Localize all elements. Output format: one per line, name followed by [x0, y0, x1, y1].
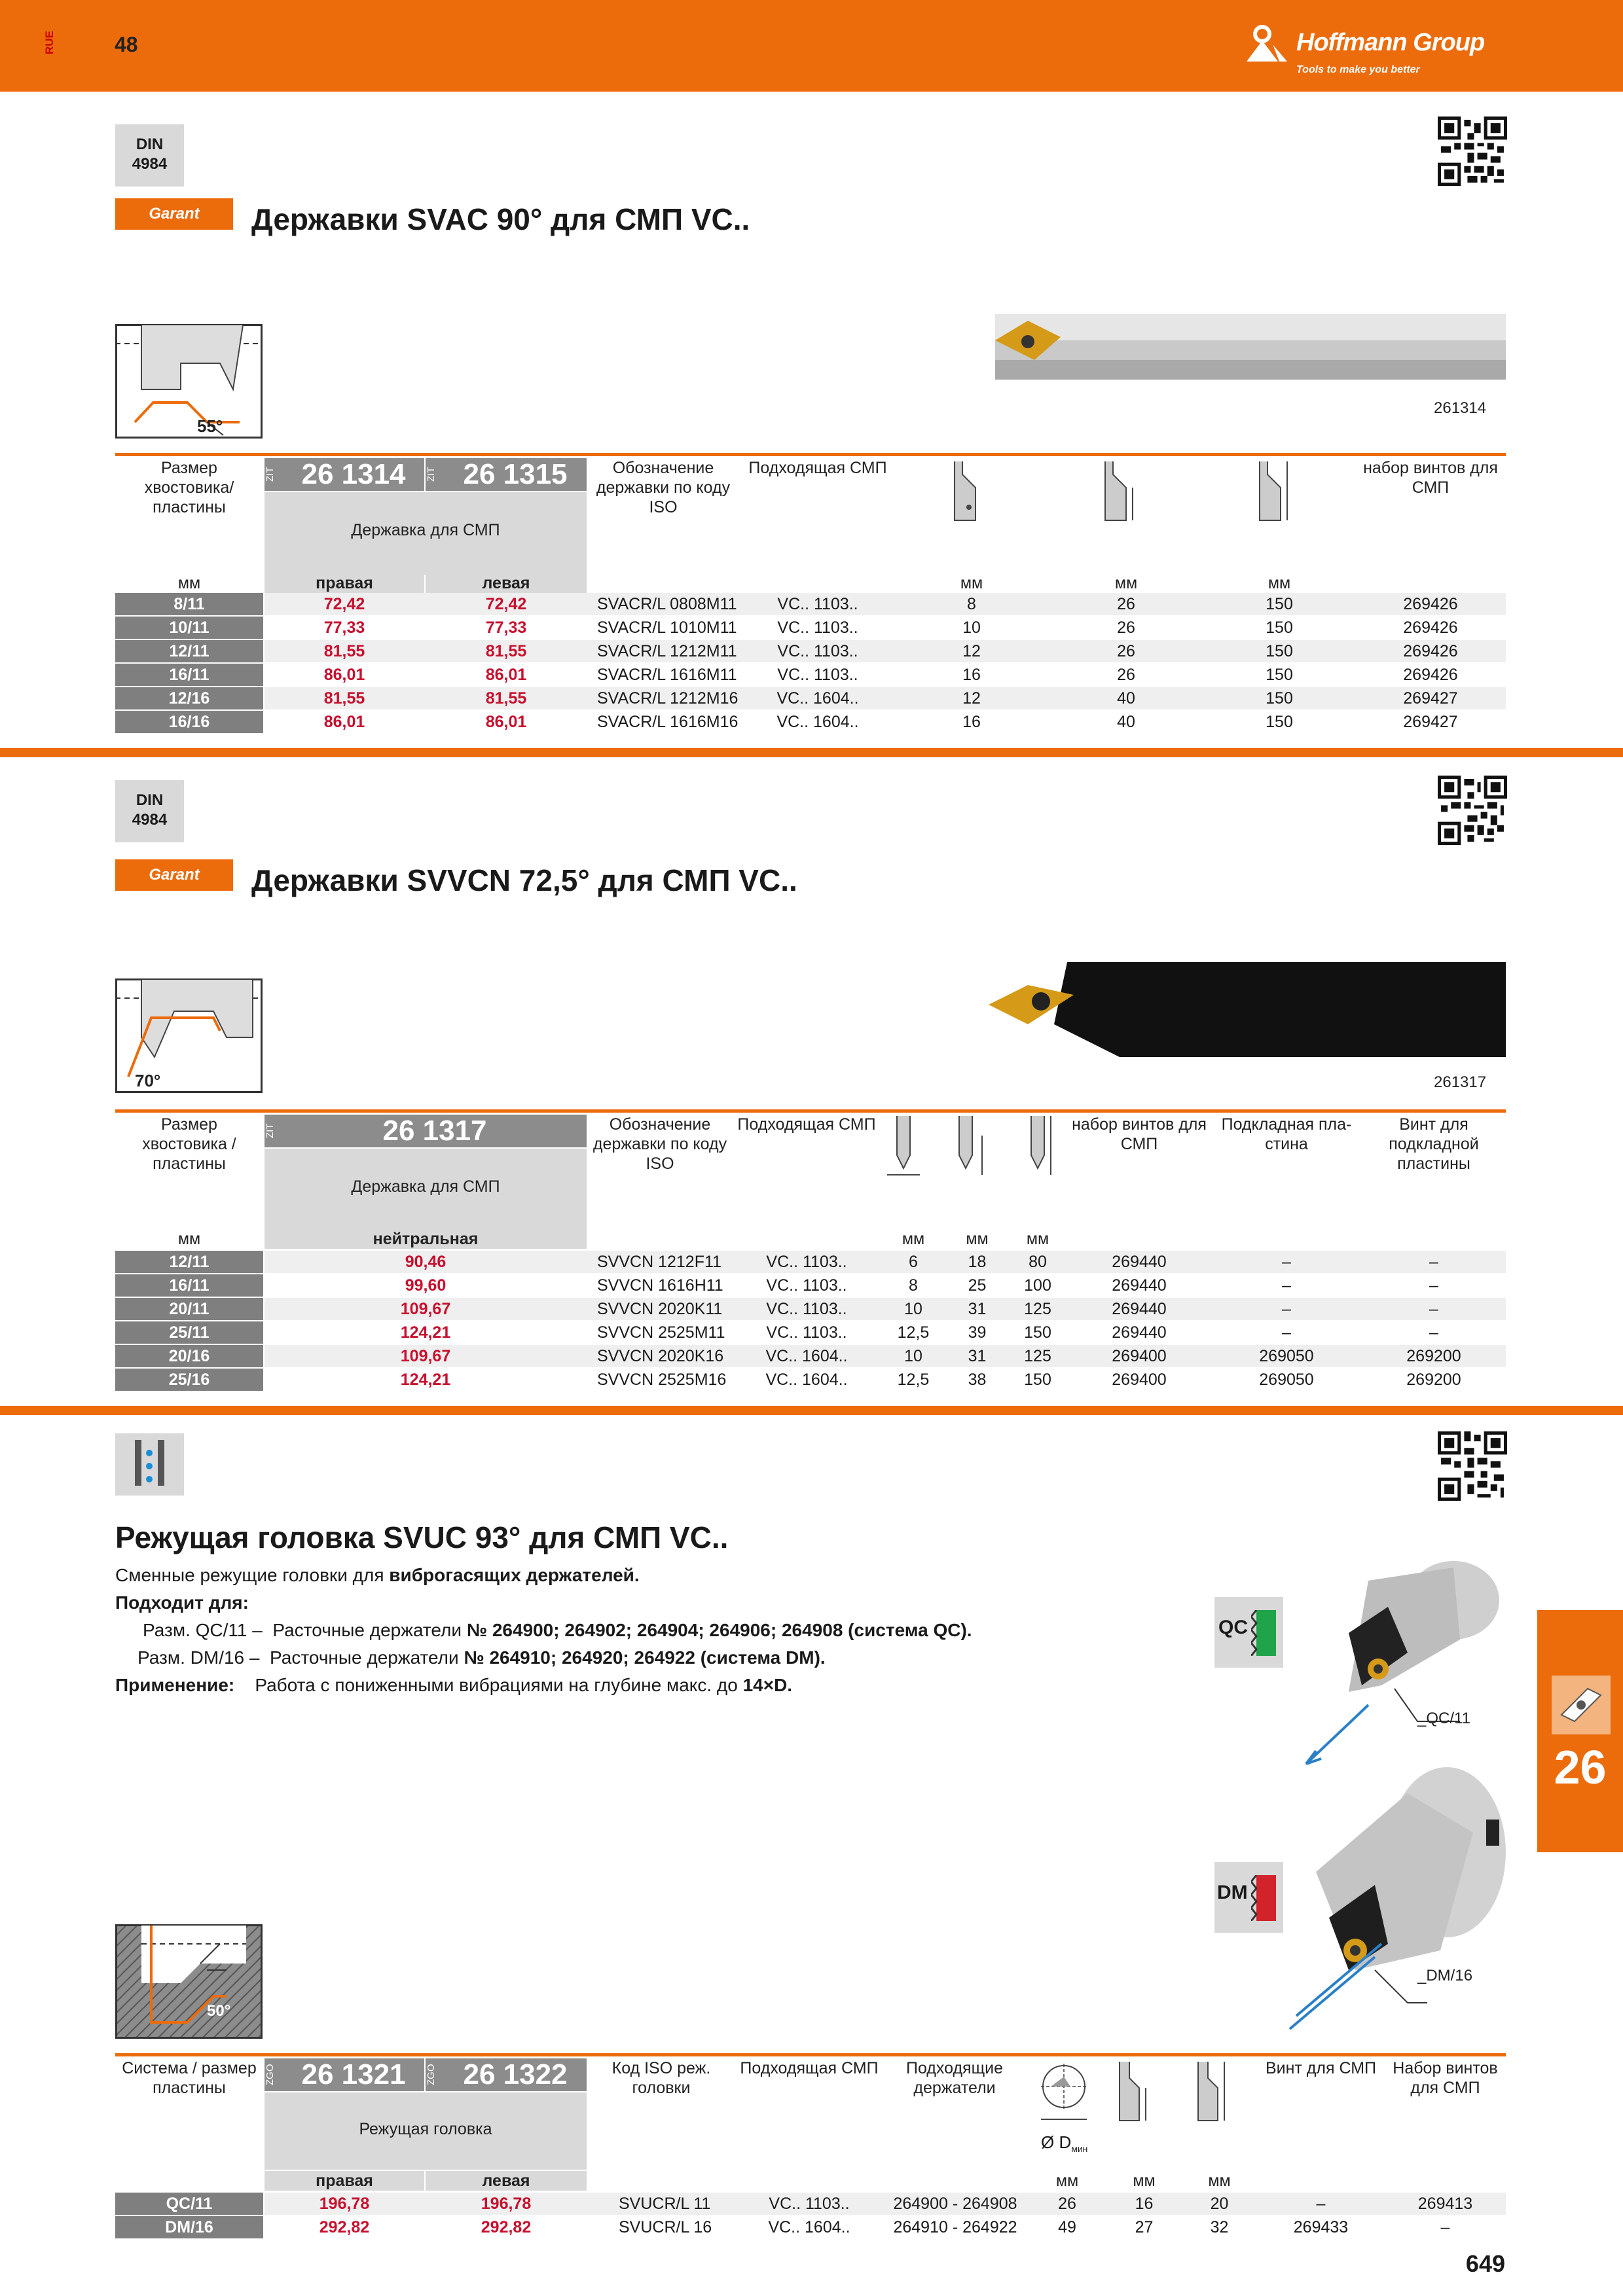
cell-insert: VC.. 1604..	[776, 689, 859, 708]
cell-screws: 269440	[1112, 1300, 1167, 1318]
cell-screws: 269440	[1112, 1253, 1167, 1271]
cell-b: 38	[968, 1371, 987, 1389]
cell-screws: 269426	[1403, 595, 1458, 613]
brand-tagline: Tools to make you better	[1296, 64, 1420, 75]
section-title: Державки SVVCN 72,5° для СМП VC..	[251, 863, 797, 897]
cell-insert: VC.. 1103..	[777, 595, 858, 613]
cell-right: 77,33	[323, 619, 365, 637]
col-holders-label: Подходящие держатели	[905, 2059, 1004, 2097]
fits-label: Подходит для:	[115, 1592, 249, 1613]
cell-right: 292,82	[319, 2218, 370, 2236]
cell-price: 124,21	[400, 1371, 451, 1389]
cell-shim: 269050	[1259, 1347, 1314, 1365]
unit-mm-b: мм	[966, 1230, 989, 1248]
cell-a: 10	[904, 1300, 922, 1318]
row-divider	[115, 1391, 1506, 1392]
cell-insert: VC.. 1604..	[765, 1371, 848, 1389]
dim-c-icon	[1192, 2062, 1231, 2134]
cell-screws: 269440	[1112, 1276, 1167, 1295]
garant-badge: Garant	[115, 198, 233, 230]
brand-logo-icon	[1244, 25, 1291, 64]
cutting-head-qc-image	[1303, 1554, 1512, 1777]
din-badge: DIN 4984	[115, 124, 184, 187]
tool-sketch-svvcn	[115, 978, 263, 1093]
row-size-label: 12/16	[115, 687, 263, 709]
row-size-label: 20/16	[115, 1345, 263, 1367]
unit-mm-a: мм	[960, 574, 983, 592]
row-size-label: 12/11	[115, 640, 263, 662]
unit-mm-c: мм	[1208, 2172, 1231, 2190]
page-number-top: 48	[115, 33, 138, 56]
description: Сменные режущие головки для виброгасящих держателей.	[115, 1565, 640, 1585]
sketch-angle: 55°	[197, 416, 223, 436]
cell-a: 6	[909, 1253, 918, 1271]
cell-iso: SVVCN 1212F11	[597, 1253, 721, 1271]
cell-b: 39	[968, 1323, 987, 1342]
label-right: правая	[264, 573, 424, 593]
label-left: левая	[426, 573, 587, 593]
row-size-label: 25/11	[115, 1321, 263, 1344]
cell-insert: VC.. 1103..	[766, 1323, 847, 1342]
unit-mm: мм	[177, 574, 201, 592]
cell-insert: VC.. 1103..	[777, 619, 858, 637]
cell-insert: VC.. 1103..	[766, 1300, 847, 1318]
cell-left: 86,01	[485, 713, 527, 731]
row-size-label: 10/11	[115, 617, 263, 639]
cell-c: 150	[1024, 1323, 1051, 1342]
tool-image-svac	[989, 308, 1506, 386]
cell-iso: SVUCR/L 11	[619, 2195, 711, 2213]
cell-a: 12	[962, 689, 981, 708]
tag-zgo: ZGO	[264, 2058, 283, 2091]
cell-screws: 269440	[1112, 1323, 1167, 1342]
dim-b-icon	[953, 1116, 992, 1188]
cell-c: 150	[1266, 619, 1293, 637]
cell-b: 40	[1117, 713, 1135, 731]
cell-iso: SVVCN 2525M16	[597, 1371, 727, 1389]
col-insert-label: Подходящая СМП	[748, 459, 887, 477]
label-right: правая	[264, 2171, 424, 2191]
label-left: левая	[426, 2171, 587, 2191]
cell-insert: VC.. 1604..	[776, 713, 859, 731]
row-size-label: 25/16	[115, 1369, 263, 1391]
unit-mm-a: мм	[902, 1230, 925, 1248]
cell-shim: –	[1282, 1253, 1291, 1271]
cell-c: 20	[1210, 2195, 1229, 2213]
col-shim-label: Подкладная пла- стина	[1221, 1115, 1352, 1153]
cell-left: 81,55	[485, 689, 527, 708]
cell-b: 27	[1135, 2218, 1154, 2236]
dim-b-icon	[1113, 2062, 1152, 2134]
tag-zgo: ZGO	[426, 2058, 444, 2091]
table-top-rule	[115, 453, 1506, 456]
label-neutral: нейтральная	[264, 1229, 587, 1249]
sketch-angle: 50°	[207, 2002, 231, 2020]
cell-screw: –	[1316, 2195, 1326, 2213]
tool-sketch-svac	[115, 324, 263, 439]
cell-screws: 269427	[1403, 689, 1458, 708]
cell-screws: 269413	[1417, 2195, 1473, 2213]
qc-system-badge: QC	[1214, 1597, 1283, 1668]
dm-coupling-icon	[1251, 1875, 1277, 1921]
row-size-label: 16/11	[115, 1274, 263, 1297]
table-top-rule	[115, 2053, 1506, 2056]
cell-c: 80	[1029, 1253, 1047, 1271]
chapter-tab[interactable]	[1537, 1610, 1623, 1852]
cell-a: 12,5	[897, 1371, 930, 1389]
cell-c: 125	[1024, 1300, 1051, 1318]
subheader-label: Державка для СМП	[351, 521, 500, 539]
cell-c: 150	[1266, 666, 1293, 684]
cell-left: 77,33	[485, 619, 527, 637]
qr-code-icon[interactable]	[1438, 1431, 1507, 1501]
tag-zit: ZIT	[264, 1115, 283, 1147]
order-number-neutral: 26 1317	[283, 1115, 587, 1147]
cell-shim: –	[1282, 1276, 1291, 1295]
cell-c: 100	[1024, 1276, 1051, 1295]
section-separator	[0, 1406, 1623, 1415]
row-divider	[115, 2238, 1506, 2240]
cell-iso: SVVCN 2020K11	[597, 1300, 723, 1318]
cell-screw: 269433	[1293, 2218, 1349, 2236]
dmin-icon	[1034, 2060, 1093, 2132]
cell-a: 8	[909, 1276, 918, 1295]
row-size-label: 20/11	[115, 1298, 263, 1320]
cell-insert: VC.. 1604..	[765, 1347, 848, 1365]
cell-shim_screw: –	[1429, 1253, 1438, 1271]
tag-zit: ZIT	[426, 458, 444, 491]
cell-holders: 264910 - 264922	[893, 2218, 1017, 2236]
cell-right: 72,42	[323, 595, 365, 613]
dm-system-badge: DM	[1214, 1862, 1283, 1933]
cell-insert: VC.. 1604..	[768, 2218, 850, 2236]
application: Применение: Работа с пониженными вибрациями на глубине макс. до 14×D.	[115, 1675, 793, 1695]
cell-right: 86,01	[323, 713, 365, 731]
cell-shim: –	[1282, 1323, 1291, 1342]
col-iso-label: Обозначение державки по коду ISO	[596, 459, 731, 516]
cell-b: 26	[1117, 666, 1135, 684]
cell-right: 196,78	[319, 2195, 370, 2213]
cell-a: 16	[962, 666, 981, 684]
cell-iso: SVACR/L 1212M16	[597, 689, 739, 708]
cell-b: 31	[968, 1347, 987, 1365]
dim-a-icon	[884, 1116, 923, 1188]
chapter-number: 26	[1554, 1742, 1607, 1794]
din-badge: DIN 4984	[115, 780, 184, 842]
cell-a: 12	[962, 642, 981, 660]
locale-tag: RUE	[43, 31, 56, 54]
cell-a: 10	[904, 1347, 922, 1365]
cell-shim_screw: –	[1429, 1300, 1438, 1318]
cell-a: 12,5	[897, 1323, 930, 1342]
cell-insert: VC.. 1103..	[766, 1253, 847, 1271]
cutting-head-dm-image	[1277, 1754, 1512, 2042]
cell-screws: 269426	[1403, 619, 1458, 637]
row-size-label: DM/16	[115, 2216, 263, 2238]
row-divider	[115, 733, 1506, 734]
order-number-left: 26 1322	[444, 2058, 587, 2091]
cell-c: 150	[1024, 1371, 1051, 1389]
col-size-label: Размер хвостовика / пластины	[142, 1115, 236, 1173]
order-number-left: 26 1315	[444, 458, 587, 491]
product-number: 261317	[1434, 1073, 1487, 1091]
col-shim-screw-label: Винт для подкладной пластины	[1389, 1115, 1479, 1173]
col-insert-label: Подходящая СМП	[737, 1115, 876, 1134]
insert-category-icon	[1552, 1676, 1611, 1734]
row-size-label: 8/11	[115, 593, 263, 615]
cell-c: 150	[1266, 642, 1293, 660]
cell-shim_screw: –	[1429, 1276, 1438, 1295]
cell-c: 150	[1266, 595, 1293, 613]
section-title: Державки SVAC 90° для СМП VC..	[251, 202, 750, 236]
cell-b: 26	[1117, 619, 1135, 637]
table-top-rule	[115, 1109, 1506, 1113]
cell-holders: 264900 - 264908	[893, 2195, 1017, 2213]
unit-mm-d: мм	[1055, 2172, 1079, 2190]
cell-b: 31	[968, 1300, 987, 1318]
cell-d: 49	[1058, 2218, 1076, 2236]
cell-c: 32	[1210, 2218, 1229, 2236]
cell-left: 72,42	[485, 595, 527, 613]
col-screw-label: Винт для СМП	[1265, 2059, 1377, 2077]
col-screws-label: набор винтов для СМП	[1363, 459, 1498, 497]
cell-screws: 269426	[1403, 666, 1458, 684]
cell-b: 18	[968, 1253, 987, 1271]
section-title: Режущая головка SVUC 93° для СМП VC..	[115, 1520, 729, 1554]
cell-iso: SVACR/L 1212M11	[597, 642, 737, 660]
cell-b: 40	[1117, 689, 1135, 708]
coolant-icon	[115, 1433, 184, 1496]
unit-mm: мм	[177, 1230, 201, 1248]
dim-c-icon	[1254, 461, 1294, 533]
order-number-right: 26 1321	[283, 2058, 424, 2091]
col-screws-label: Набор винтов для СМП	[1393, 2059, 1498, 2097]
tool-image-svvcn	[989, 959, 1506, 1057]
cell-right: 81,55	[323, 689, 365, 708]
cell-a: 16	[962, 713, 981, 731]
cell-screws: 269400	[1112, 1347, 1167, 1365]
tool-sketch-svuc	[115, 1924, 263, 2039]
cell-screws: –	[1440, 2218, 1450, 2236]
cell-iso: SVVCN 2020K16	[597, 1347, 724, 1365]
col-size-label: Размер хвостовика/ пластины	[144, 459, 234, 516]
cell-b: 16	[1135, 2195, 1154, 2213]
col-size-label: Система / размер пластины	[122, 2059, 257, 2097]
cell-iso: SVVCN 1616H11	[597, 1276, 723, 1295]
garant-badge: Garant	[115, 859, 233, 891]
cell-right: 86,01	[323, 666, 365, 684]
page-number-bottom: 649	[1465, 2250, 1505, 2277]
section-separator	[0, 748, 1623, 757]
unit-mm-b: мм	[1133, 2172, 1156, 2190]
cell-left: 81,55	[485, 642, 527, 660]
subheader-label: Державка для СМП	[351, 1177, 500, 1196]
cell-a: 8	[967, 595, 976, 613]
cell-c: 150	[1266, 689, 1293, 708]
dmin-label: Ø $D_{мин}$	[1041, 2132, 1088, 2155]
cell-price: 90,46	[405, 1253, 447, 1271]
unit-mm-b: мм	[1114, 574, 1138, 592]
cell-insert: VC.. 1103..	[766, 1276, 847, 1295]
cell-insert: VC.. 1103..	[777, 666, 858, 684]
qc-coupling-icon	[1251, 1610, 1277, 1656]
brand-logo	[1244, 25, 1519, 84]
tag-zit: ZIT	[264, 458, 283, 491]
dm-caption: _DM/16	[1417, 1967, 1473, 1984]
cell-price: 109,67	[400, 1300, 451, 1318]
fit-qc: Разм. QC/11 – Расточные держатели № 264900; 264902; 264904; 264906; 264908 (система QC).	[143, 1620, 972, 1640]
cell-price: 109,67	[400, 1347, 451, 1365]
row-size-label: QC/11	[115, 2193, 263, 2215]
cell-right: 81,55	[323, 642, 365, 660]
row-size-label: 12/11	[115, 1251, 263, 1273]
dim-c-icon	[1018, 1116, 1057, 1188]
cell-shim_screw: 269200	[1406, 1371, 1461, 1389]
qc-caption: _QC/11	[1417, 1710, 1470, 1727]
dim-b-icon	[1100, 461, 1139, 533]
cell-shim: 269050	[1259, 1371, 1314, 1389]
cell-insert: VC.. 1103..	[777, 642, 858, 660]
qr-code-icon[interactable]	[1438, 776, 1507, 845]
cell-shim_screw: 269200	[1406, 1347, 1461, 1365]
subheader-label: Режущая головка	[359, 2120, 492, 2138]
cell-price: 99,60	[405, 1276, 447, 1295]
col-screws-label: набор винтов для СМП	[1072, 1115, 1207, 1153]
cell-b: 26	[1117, 595, 1135, 613]
sketch-angle: 70°	[135, 1071, 161, 1090]
cell-c: 125	[1024, 1347, 1051, 1365]
cell-iso: SVUCR/L 16	[619, 2218, 712, 2236]
col-iso-label: Обозначение державки по коду ISO	[593, 1115, 727, 1173]
cell-screws: 269400	[1112, 1371, 1167, 1389]
cell-iso: SVACR/L 1616M16	[597, 713, 739, 731]
cell-price: 124,21	[400, 1323, 451, 1342]
cell-iso: SVACR/L 0808M11	[597, 595, 737, 613]
cell-left: 86,01	[485, 666, 527, 684]
cell-b: 25	[968, 1276, 987, 1295]
cell-shim: –	[1282, 1300, 1291, 1318]
cell-iso: SVACR/L 1010M11	[597, 619, 737, 637]
cell-insert: VC.. 1103..	[769, 2195, 850, 2213]
qr-code-icon[interactable]	[1438, 117, 1507, 186]
cell-left: 196,78	[481, 2195, 532, 2213]
cell-screws: 269426	[1403, 642, 1458, 660]
cell-left: 292,82	[481, 2218, 532, 2236]
row-size-label: 16/16	[115, 711, 263, 733]
order-number-right: 26 1314	[283, 458, 424, 491]
unit-mm-c: мм	[1267, 574, 1291, 592]
fit-dm: Разм. DM/16 – Расточные держатели № 264910; 264920; 264922 (система DM).	[137, 1647, 826, 1668]
unit-mm-c: мм	[1026, 1230, 1049, 1248]
brand-name: Hoffmann Group	[1296, 29, 1485, 56]
cell-c: 150	[1266, 713, 1293, 731]
product-number: 261314	[1434, 399, 1487, 417]
cell-a: 10	[962, 619, 981, 637]
cell-d: 26	[1058, 2195, 1076, 2213]
cell-screws: 269427	[1403, 713, 1458, 731]
col-insert-label: Подходящая СМП	[740, 2059, 879, 2077]
col-iso-label: Код ISO реж. головки	[611, 2059, 711, 2097]
dim-a-icon	[949, 461, 989, 533]
row-size-label: 16/11	[115, 664, 263, 686]
cell-iso: SVVCN 2525M11	[597, 1323, 725, 1342]
cell-iso: SVACR/L 1616M11	[597, 666, 737, 684]
cell-b: 26	[1117, 642, 1135, 660]
cell-shim_screw: –	[1429, 1323, 1438, 1342]
